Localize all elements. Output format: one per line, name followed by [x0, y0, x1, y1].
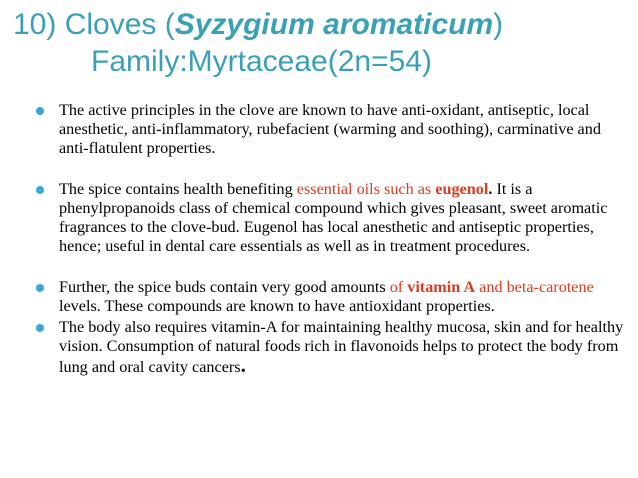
slide-title [13, 6, 628, 80]
title-line-1 [13, 6, 628, 43]
bullet-item [34, 101, 626, 158]
bullet-dot-icon [36, 324, 44, 332]
highlight-text: and beta-carotene [475, 278, 594, 296]
title-number: 10) [13, 8, 57, 41]
bullet-text: The spice contains health benefiting [59, 180, 297, 198]
bullet-list [34, 101, 626, 377]
bold-period: . [488, 180, 493, 198]
bold-period: . [240, 353, 246, 377]
title-scientific-name: Syzygium aromaticum [174, 8, 494, 41]
bullet-dot-icon [36, 107, 44, 115]
bullet-item [34, 180, 626, 256]
bullet-item [34, 318, 626, 377]
title-family-line: Family:Myrtaceae(2n=54) [91, 45, 432, 78]
bullet-text: The active principles in the clove are known to have anti-oxidant, antiseptic, local anesthetic, anti-inflammatory, rubefacient (warming and soothing), carminative and anti-flatulent properties. [59, 101, 601, 157]
bullet-text: It is a phenylpropanoids class of chemical compound which gives pleasant, sweet aromatic fragrances to the clove-bud. Eugenol has local anesthetic and antiseptic properties, hence; useful in dental care essentials as well as in treatment procedures. [59, 180, 608, 255]
title-prefix: Cloves ( [56, 8, 175, 41]
bullet-dot-icon [36, 186, 44, 194]
bullet-text: levels. These compounds are known to have antioxidant properties. [59, 297, 495, 315]
highlight-bold-text: eugenol [435, 180, 489, 198]
title-suffix: ) [493, 8, 504, 41]
bullet-item [34, 278, 626, 316]
highlight-text: essential oils such as [296, 180, 436, 198]
highlight-bold-text: vitamin A [407, 278, 476, 296]
bullet-text: The body also requires vitamin-A for maintaining healthy mucosa, skin and for healthy vision. Consumption of natural foods rich in flavonoids helps to protect the body from lung and oral cavity cancers [59, 318, 624, 376]
bullet-dot-icon [36, 284, 44, 292]
bullet-text: Further, the spice buds contain very good amounts [59, 278, 390, 296]
highlight-text: of [389, 278, 408, 296]
